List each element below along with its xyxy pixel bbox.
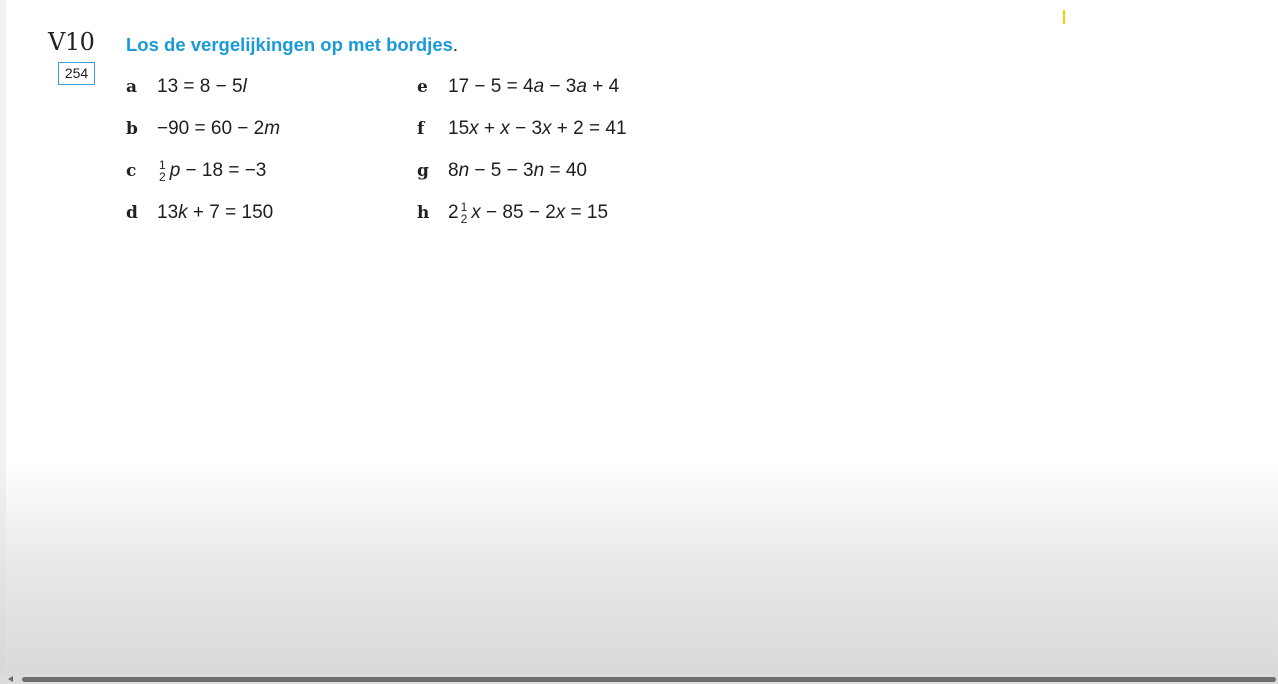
- equation-item-b: [126, 115, 280, 143]
- equation: 13k + 7 = 150: [157, 202, 274, 223]
- equation-item-f: [417, 115, 627, 143]
- equation: 8n − 5 − 3n = 40: [448, 160, 587, 181]
- item-letter: h: [417, 203, 430, 223]
- fraction: 1 2: [159, 158, 166, 184]
- equation-item-a: [126, 73, 247, 101]
- item-letter: g: [417, 161, 429, 181]
- item-letter: a: [126, 77, 138, 97]
- scroll-left-arrow-icon[interactable]: [8, 676, 13, 682]
- item-letter: d: [126, 203, 138, 223]
- item-letter: e: [417, 77, 428, 97]
- page-reference-box: 254: [58, 62, 95, 85]
- equation: 13 = 8 − 5l: [157, 76, 247, 97]
- scrollbar-thumb[interactable]: [22, 677, 1276, 682]
- horizontal-scrollbar[interactable]: [0, 675, 1278, 684]
- equation: 17 − 5 = 4a − 3a + 4: [448, 76, 620, 97]
- item-letter: f: [417, 119, 425, 139]
- equation-item-c: [126, 157, 266, 185]
- equation: 15x + x − 3x + 2 = 41: [448, 118, 627, 139]
- equation-item-d: [126, 199, 273, 227]
- equation-item-h: [417, 199, 608, 227]
- equation: 1 2 p − 18 = −3: [159, 158, 267, 184]
- equation-item-e: [417, 73, 619, 101]
- equation: 2 1 2 x − 85 − 2x = 15: [448, 200, 609, 226]
- item-letter: c: [126, 161, 137, 181]
- exercise-number: V10: [48, 28, 95, 56]
- instruction-period: .: [452, 34, 459, 55]
- equation-item-g: [417, 157, 587, 185]
- item-letter: b: [126, 119, 138, 139]
- instruction-text: Los de vergelijkingen op met bordjes: [126, 34, 453, 55]
- text-cursor-mark: [1063, 10, 1065, 24]
- fraction: 1 2: [460, 200, 468, 226]
- equation: −90 = 60 − 2m: [157, 118, 281, 139]
- exercise-instruction: [126, 34, 458, 56]
